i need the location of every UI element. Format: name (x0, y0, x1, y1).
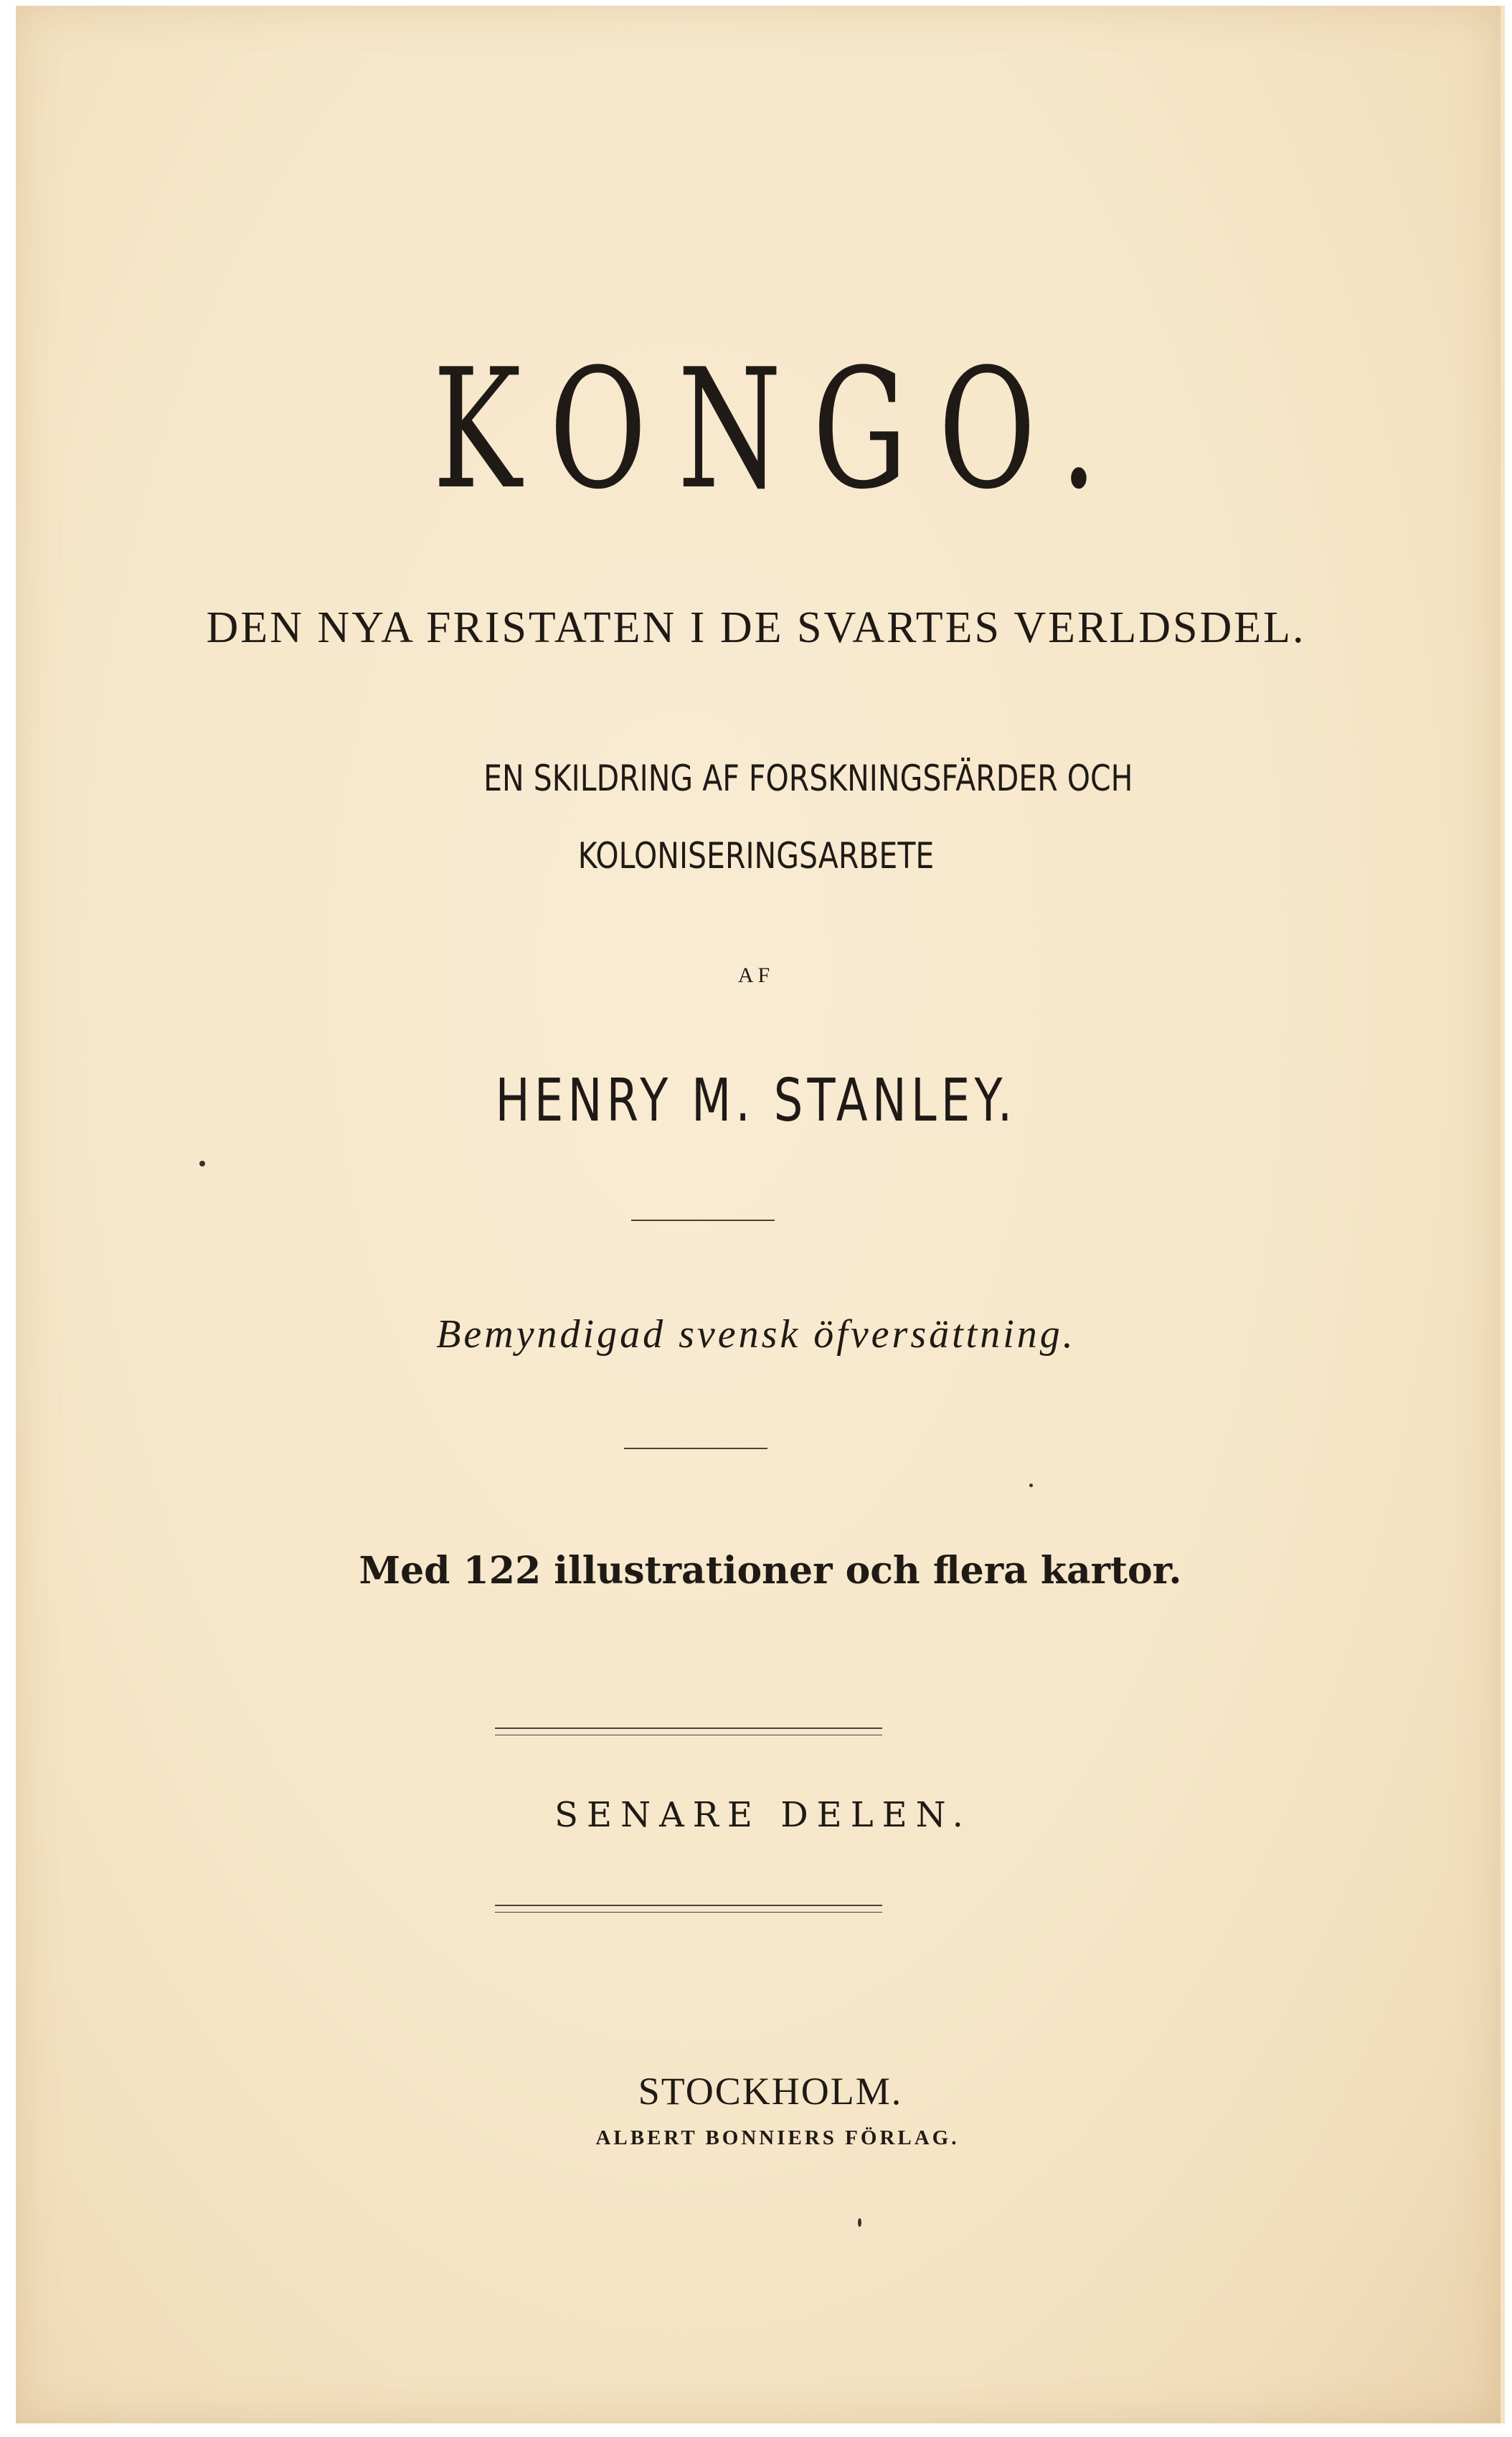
double-rule-top-a (495, 1727, 882, 1729)
description-line-2: KOLONISERINGSARBETE (577, 835, 935, 877)
illustrations-note: Med 122 illustrationer och flera kartor. (359, 1549, 1182, 1593)
description-line-1: EN SKILDRING AF FORSKNINGSFÄRDER OCH (483, 758, 1133, 799)
divider-rule-1 (631, 1220, 775, 1221)
double-rule-bottom-a (495, 1905, 882, 1906)
book-title: KONGO. (433, 334, 1129, 526)
part-label: SENARE DELEN. (554, 1795, 972, 1835)
double-rule-bottom-b (495, 1912, 882, 1913)
divider-rule-2 (624, 1448, 767, 1449)
publication-city: STOCKHOLM. (638, 2070, 903, 2113)
paper-speck (858, 2218, 861, 2227)
book-subtitle: DEN NYA FRISTATEN I DE SVARTES VERLDSDEL. (206, 603, 1306, 652)
publisher-name: ALBERT BONNIERS FÖRLAG. (595, 2126, 960, 2149)
author-name: HENRY M. STANLEY. (495, 1067, 1017, 1135)
paper-speck (1029, 1484, 1033, 1487)
translation-note: Bemyndigad svensk öfversättning. (436, 1312, 1076, 1357)
by-label: AF (737, 963, 775, 987)
paper-speck (199, 1161, 205, 1166)
